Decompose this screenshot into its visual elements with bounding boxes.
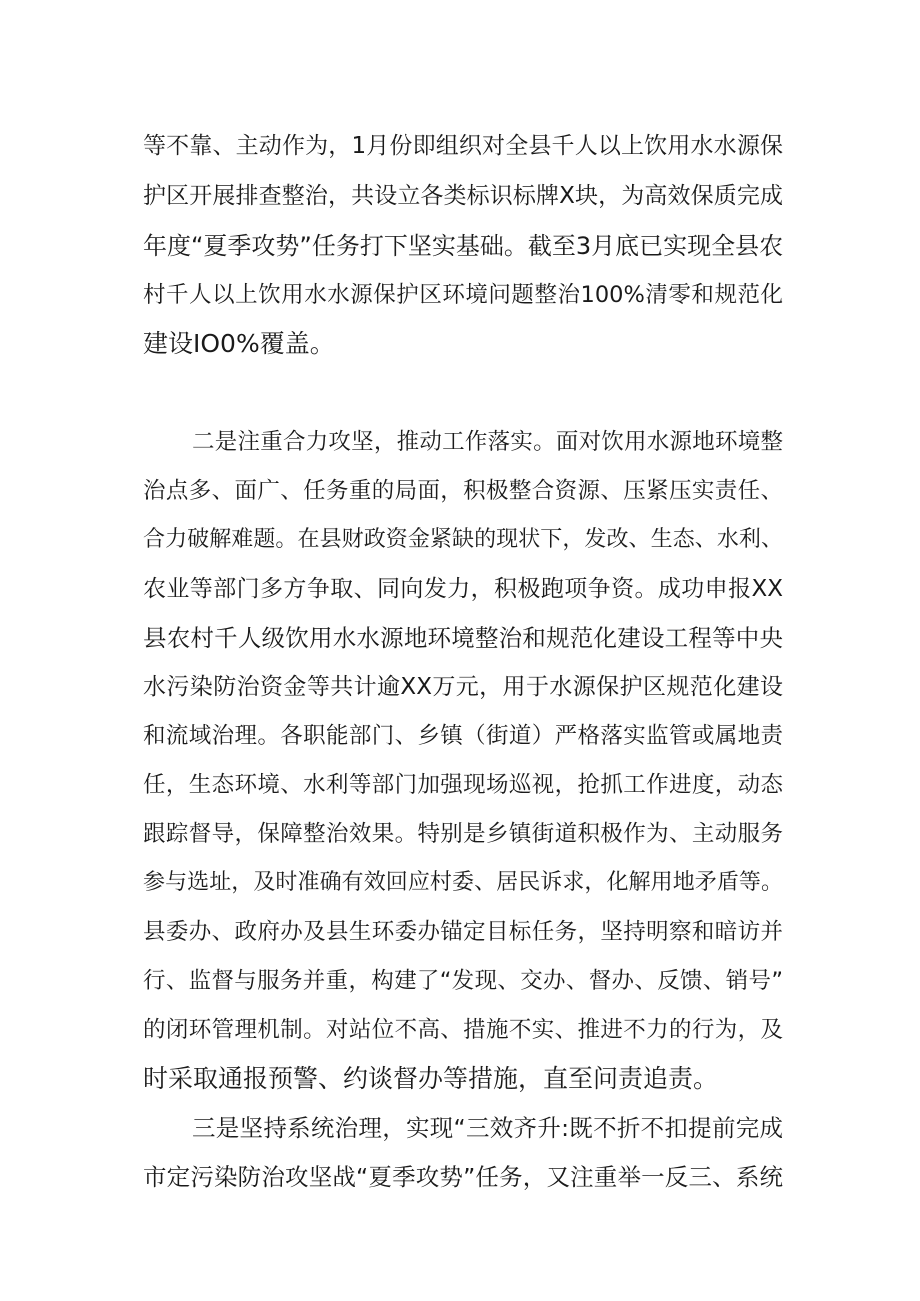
paragraph-1-line-3: 年度“夏季攻势”任务打下坚实基础。截至3月底已实现全县农 — [143, 232, 784, 260]
paragraph-2-line-2: 治点多、面广、任务重的局面，积极整合资源、压紧压实责任、 — [143, 478, 783, 504]
paragraph-3-line-1: 三是坚持系统治理，实现“三效齐升:既不折不扣提前完成 — [192, 1114, 783, 1142]
paragraph-2-line-7: 和流域治理。各职能部门、乡镇（街道）严格落实监管或属地责 — [143, 723, 783, 749]
paragraph-2-line-14: 时采取通报预警、约谈督办等措施，直至问责追责。 — [143, 1064, 719, 1093]
paragraph-2-line-9: 跟踪督导，保障整治效果。特别是乡镇街道积极作为、主动服务 — [143, 821, 783, 847]
paragraph-2-line-1: 二是注重合力攻坚，推动工作落实。面对饮用水源地环境整 — [192, 429, 783, 455]
paragraph-1-line-2: 护区开展排查整治，共设立各类标识标牌X块，为高效保质完成 — [143, 183, 783, 209]
paragraph-3-line-2: 市定污染防治攻坚战“夏季攻势”任务，又注重举一反三、系统 — [143, 1163, 783, 1191]
paragraph-2-line-6: 水污染防治资金等共计逾XX万元，用于水源保护区规范化建设 — [143, 674, 783, 700]
paragraph-2-line-12: 行、监督与服务并重，构建了“发现、交办、督办、反馈、销号” — [143, 968, 783, 994]
paragraph-2-line-3: 合力破解难题。在县财政资金紧缺的现状下，发改、生态、水利、 — [143, 527, 783, 552]
paragraph-1-line-1: 等不靠、主动作为，1月份即组织对全县千人以上饮用水水源保 — [143, 133, 783, 159]
paragraph-2-line-4: 农业等部门多方争取、同向发力，积极跑项争资。成功申报XX — [143, 576, 783, 602]
paragraph-1-line-4: 村千人以上饮用水水源保护区环境问题整治100%清零和规范化 — [143, 282, 783, 308]
paragraph-2-line-8: 任，生态环境、水利等部门加强现场巡视，抢抓工作进度，动态 — [143, 772, 783, 798]
paragraph-2-line-5: 县农村千人级饮用水水源地环境整治和规范化建设工程等中央 — [143, 624, 783, 652]
paragraph-2-line-13: 的闭环管理机制。对站位不高、措施不实、推进不力的行为，及 — [143, 1017, 783, 1043]
paragraph-2-line-10: 参与选址，及时准确有效回应村委、居民诉求，化解用地矛盾等。 — [143, 870, 783, 895]
paragraph-1-line-5: 建设IO0%覆盖。 — [143, 329, 335, 358]
paragraph-2-line-11: 县委办、政府办及县生环委办锚定目标任务，坚持明察和暗访并 — [143, 919, 783, 945]
